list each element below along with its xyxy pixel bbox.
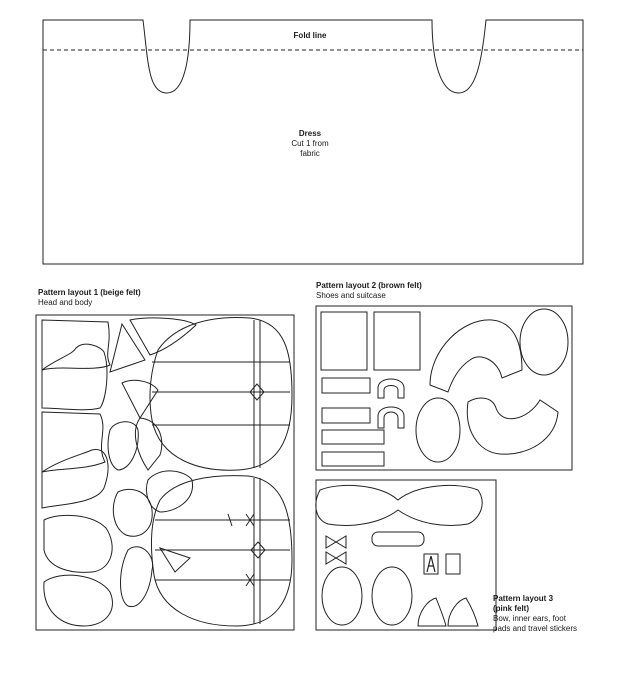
travel-sticker-ticket [446,554,460,574]
layout1-piece [44,575,113,626]
layout1-piece [147,471,193,512]
suitcase-side [321,312,367,370]
layout2-border [316,306,572,470]
shoe-sole [520,309,568,375]
layout3-border [316,480,496,630]
layout1-piece [113,489,152,536]
suitcase-strip [322,408,370,423]
layout2-subtitle: Shoes and suitcase [316,291,386,300]
layout1-piece [122,380,158,418]
layout3-caption [493,594,613,634]
bow-band [372,532,424,546]
layout3-subtitle-2: pads and travel stickers [493,624,578,633]
layout1-piece [44,515,112,572]
layout1-piece [130,318,196,355]
dress-instruction-2: fabric [300,149,320,158]
layout1-subtitle: Head and body [38,298,93,307]
suitcase-handle [378,379,404,398]
mini-bow [326,552,346,564]
layout1-title: Pattern layout 1 (beige felt) [38,288,141,297]
mini-bow [326,536,346,548]
fold-line-label: Fold line [293,31,327,40]
layout1-piece [160,548,190,572]
layout1-piece [42,320,110,370]
layout2-sheet [316,306,572,470]
layout3-sheet [316,480,496,630]
suitcase-side [374,312,420,370]
layout1-piece [108,422,138,470]
layout1-piece [42,412,105,472]
layout2-caption [316,281,422,301]
inner-ear [448,598,478,626]
layout1-piece [121,547,153,607]
suitcase-strip [322,430,384,444]
suitcase-strip [322,378,370,393]
layout1-body-upper [150,317,292,470]
layout1-piece [110,324,145,372]
layout1-caption [38,288,141,308]
suitcase-strip [322,452,384,466]
foot-pad [372,567,412,625]
layout1-piece [42,449,108,508]
layout3-subtitle-1: Bow, inner ears, foot [493,614,566,623]
shoe-upper [430,320,522,392]
suitcase-handle [378,407,404,428]
layout2-title: Pattern layout 2 (brown felt) [316,281,422,290]
layout3-title-2: (pink felt) [493,604,529,613]
layout1-sheet [36,315,294,630]
shoe-upper [467,398,558,454]
foot-pad [322,567,362,625]
eiffel-tower-icon [427,556,435,572]
layout1-piece [135,418,161,470]
inner-ear [418,598,446,626]
dress-label [270,129,350,159]
dress-instruction-1: Cut 1 from [291,139,329,148]
shoe-sole [416,398,460,462]
dress-title: Dress [298,129,322,138]
layout3-title-1: Pattern layout 3 [493,594,554,603]
layout1-body-lower [152,476,292,626]
layout1-piece [42,344,107,410]
bow-piece [316,485,482,525]
